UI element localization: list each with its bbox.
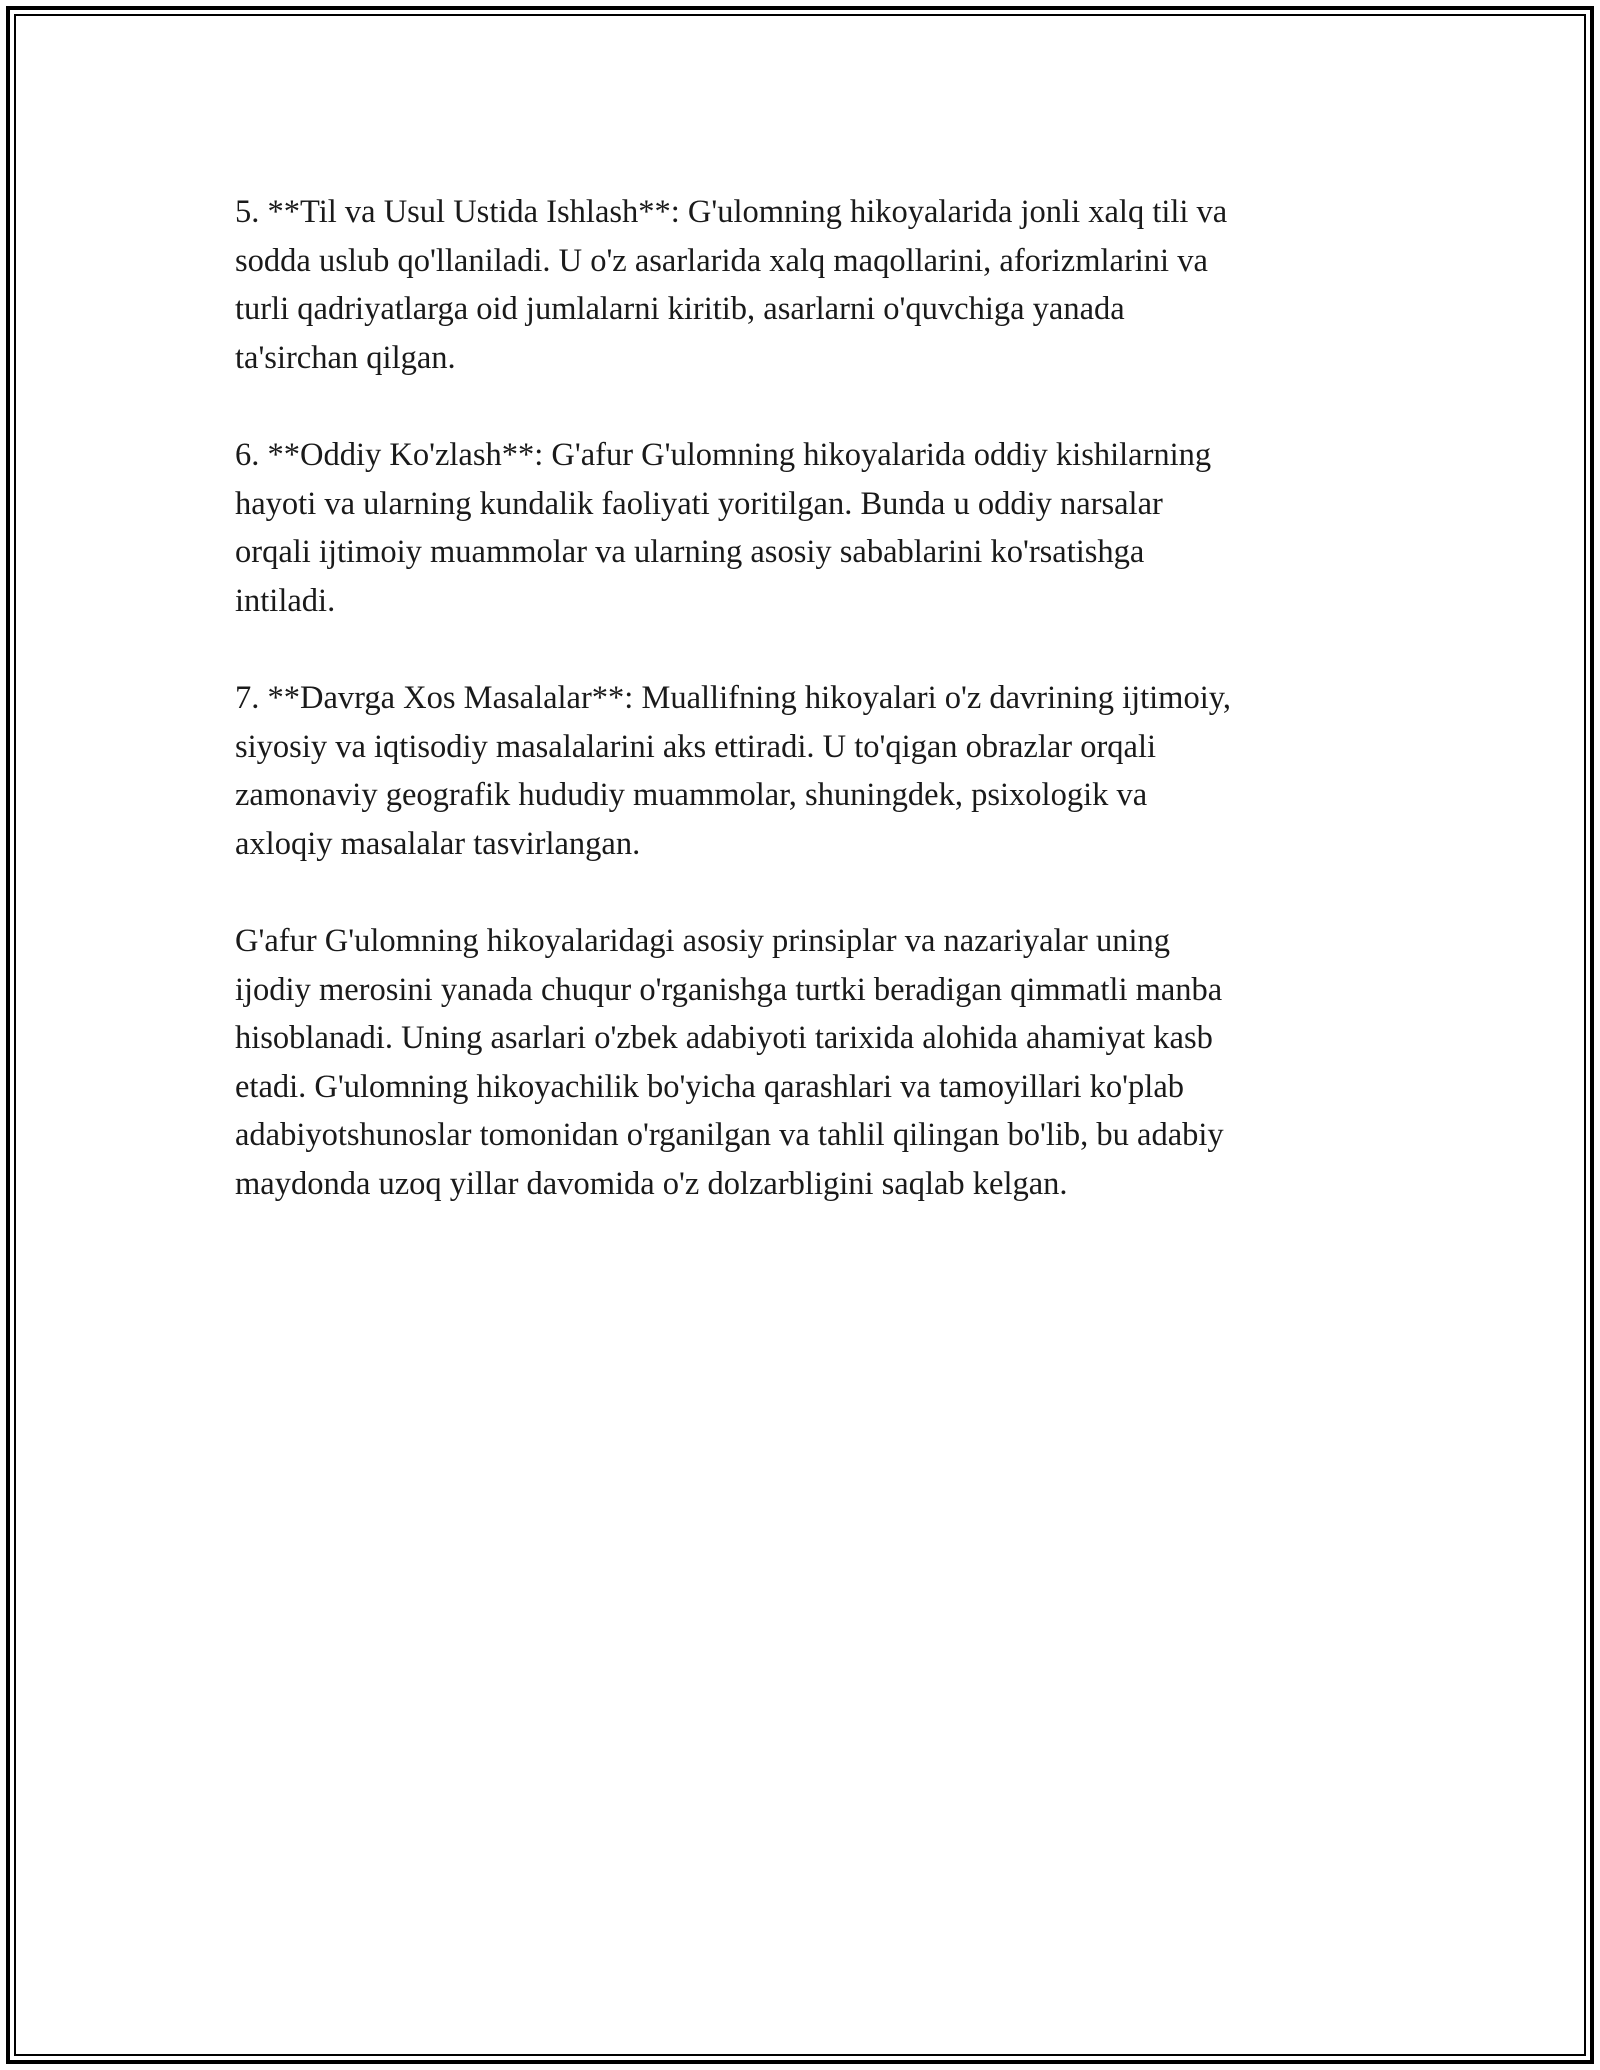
text-line: hisoblanadi. Uning asarlari o'zbek adabiyoti tarixida alohida ahamiyat kasb	[235, 1020, 1213, 1056]
text-line: sodda uslub qo'llaniladi. U o'z asarlarida xalq maqollarini, aforizmlarini va	[235, 242, 1208, 279]
paragraph-item-5	[235, 188, 1370, 382]
text-line: ijodiy merosini yanada chuqur o'rganishga turtki beradigan qimmatli manba	[235, 971, 1223, 1008]
text-line: hayoti va ularning kundalik faoliyati yoritilgan. Bunda u oddiy narsalar	[235, 485, 1163, 522]
text-line: 7. **Davrga Xos Masalalar**: Muallifning hikoyalari o'z davrining ijtimoiy,	[235, 680, 1232, 716]
paragraph-item-7	[235, 674, 1370, 868]
text-line: turli qadriyatlarga oid jumlalarni kiritib, asarlarni o'quvchiga yanada	[235, 291, 1125, 327]
paragraph-conclusion	[235, 917, 1370, 1208]
paragraph-item-6	[235, 431, 1370, 625]
text-line: axloqiy masalalar tasvirlangan.	[235, 825, 641, 862]
text-line: adabiyotshunoslar tomonidan o'rganilgan va tahlil qilingan bo'lib, bu adabiy	[235, 1117, 1224, 1153]
text-line: 6. **Oddiy Ko'zlash**: G'afur G'ulomning hikoyalarida oddiy kishilarning	[235, 437, 1212, 473]
text-line: intiladi.	[235, 582, 336, 619]
text-line: etadi. G'ulomning hikoyachilik bo'yicha qarashlari va tamoyillari ko'plab	[235, 1068, 1184, 1105]
text-line: siyosiy va iqtisodiy masalalarini aks ettiradi. U to'qigan obrazlar orqali	[235, 728, 1157, 765]
text-line: ta'sirchan qilgan.	[235, 339, 456, 376]
text-line: 5. **Til va Usul Ustida Ishlash**: G'ulomning hikoyalarida jonli xalq tili va	[235, 194, 1228, 230]
text-line: maydonda uzoq yillar davomida o'z dolzarbligini saqlab kelgan.	[235, 1165, 1068, 1202]
text-line: zamonaviy geografik hududiy muammolar, shuningdek, psixologik va	[235, 777, 1148, 813]
text-line: G'afur G'ulomning hikoyalaridagi asosiy prinsiplar va nazariyalar uning	[235, 923, 1170, 959]
document-body	[235, 188, 1370, 1257]
text-line: orqali ijtimoiy muammolar va ularning asosiy sabablarini ko'rsatishga	[235, 534, 1145, 570]
